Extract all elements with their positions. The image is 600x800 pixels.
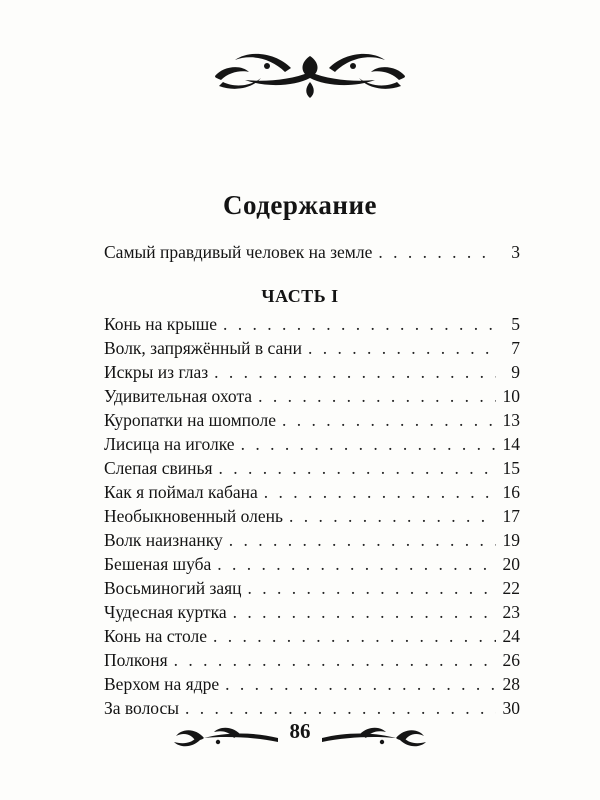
entry-title: За волосы (104, 698, 180, 718)
entry-page: 10 (502, 386, 520, 406)
entry-title: Верхом на ядре (104, 674, 220, 694)
dot-leader (248, 576, 496, 600)
entry-page: 19 (502, 530, 520, 550)
entry-title: Конь на крыше (104, 314, 218, 334)
dot-leader (308, 336, 496, 360)
toc-entry (104, 360, 520, 384)
dot-leader (229, 528, 496, 552)
toc-entry (104, 624, 520, 648)
entry-page: 30 (502, 698, 520, 718)
entry-page: 24 (502, 626, 520, 646)
entry-title: Конь на столе (104, 626, 207, 646)
page-footer (170, 716, 430, 756)
dot-leader (225, 672, 496, 696)
page-title: Содержание (222, 190, 378, 220)
dot-leader (219, 456, 496, 480)
entry-title: Восьминогий заяц (104, 578, 242, 598)
entry-title: Куропатки на шомполе (104, 410, 277, 430)
dot-leader (223, 312, 496, 336)
dot-leader (282, 408, 496, 432)
toc-entry (104, 240, 520, 264)
entry-page: 16 (502, 482, 520, 502)
entry-page: 28 (502, 674, 520, 694)
entry-title: Бешеная шуба (104, 554, 212, 574)
entry-title: Полконя (104, 650, 168, 670)
entry-title: Необыкновенный олень (104, 506, 283, 526)
toc-entry (104, 672, 520, 696)
entry-page: 26 (502, 650, 520, 670)
entry-page: 22 (502, 578, 520, 598)
toc-entry (104, 432, 520, 456)
part-heading: ЧАСТЬ I (261, 286, 339, 306)
entry-title: Лисица на иголке (104, 434, 235, 454)
entry-page: 14 (502, 434, 520, 454)
dot-leader (213, 624, 496, 648)
toc-entry (104, 312, 520, 336)
entry-title: Чудесная куртка (104, 602, 227, 622)
toc-entry (104, 576, 520, 600)
entry-title: Самый правдивый человек на земле (104, 242, 373, 262)
entry-title: Волк наизнанку (104, 530, 223, 550)
toc-entry (104, 600, 520, 624)
toc-entry (104, 408, 520, 432)
dot-leader (174, 648, 496, 672)
entry-page: 15 (502, 458, 520, 478)
toc-entry (104, 648, 520, 672)
dot-leader (378, 240, 496, 264)
toc-entry (104, 384, 520, 408)
dot-leader (258, 384, 496, 408)
toc-entry (104, 336, 520, 360)
toc-entry (104, 456, 520, 480)
entry-title: Слепая свинья (104, 458, 213, 478)
toc-entry (104, 504, 520, 528)
dot-leader (241, 432, 496, 456)
entry-title: Как я поймал кабана (104, 482, 258, 502)
top-ornament (205, 42, 415, 102)
entry-page: 3 (511, 242, 520, 262)
entry-page: 13 (502, 410, 520, 430)
dot-leader (214, 360, 496, 384)
entry-page: 7 (511, 338, 520, 358)
dot-leader (217, 552, 496, 576)
toc-entry (104, 480, 520, 504)
dot-leader (289, 504, 496, 528)
entry-title: Волк, запряжённый в сани (104, 338, 302, 358)
dot-leader (233, 600, 496, 624)
entry-page: 20 (502, 554, 520, 574)
toc-entry (104, 552, 520, 576)
entry-page: 9 (511, 362, 520, 382)
entry-page: 17 (502, 506, 520, 526)
entry-page: 23 (502, 602, 520, 622)
toc-entry (104, 528, 520, 552)
entry-title: Удивительная охота (104, 386, 253, 406)
entry-page: 5 (511, 314, 520, 334)
entry-title: Искры из глаз (104, 362, 209, 382)
dot-leader (264, 480, 496, 504)
page-number: 86 (289, 719, 311, 743)
